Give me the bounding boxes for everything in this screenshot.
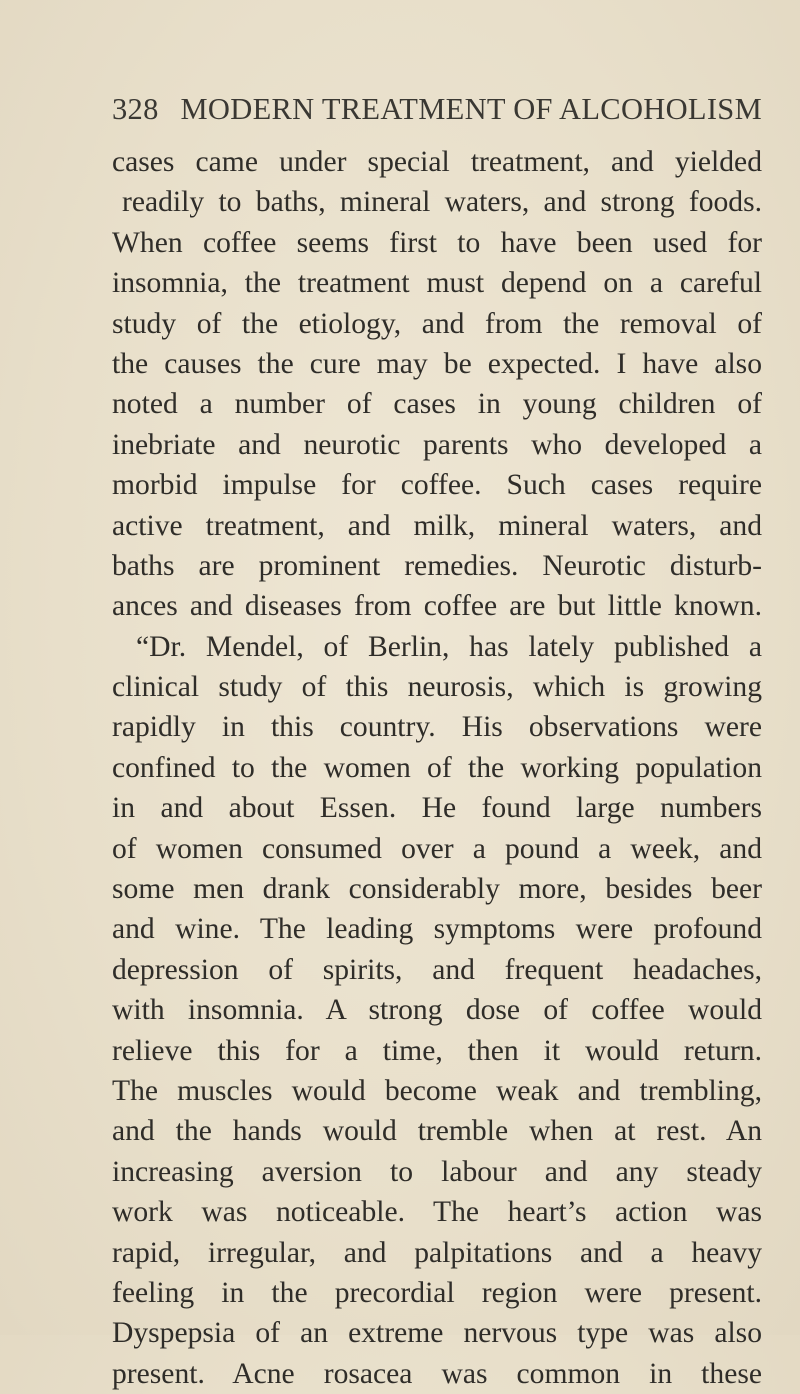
running-title: MODERN TREATMENT OF ALCOHOLISM <box>180 92 762 126</box>
text-line: study of the etiology, and from the removal of <box>112 307 762 340</box>
text-line: cases came under special treatment, and yielded <box>112 146 762 178</box>
text-line: ances and diseases from coffee are but little known. <box>112 590 762 623</box>
text-line: in and about Essen. He found large numbers <box>112 792 762 825</box>
text-line: with insomnia. A strong dose of coffee would <box>112 994 762 1027</box>
text-line: baths are prominent remedies. Neurotic disturb- <box>112 549 762 582</box>
text-line: The muscles would become weak and trembling, <box>112 1074 762 1107</box>
text-line: rapidly in this country. His observations were <box>112 711 762 744</box>
text-line: readily to baths, mineral waters, and strong foods. <box>122 186 762 219</box>
text-line: increasing aversion to labour and any steady <box>112 1155 762 1188</box>
text-line: morbid impulse for coffee. Such cases require <box>112 469 762 502</box>
text-line: relieve this for a time, then it would return. <box>112 1034 762 1067</box>
text-line: the causes the cure may be expected. I have also <box>112 347 762 380</box>
text-line: confined to the women of the working population <box>112 751 762 784</box>
text-line: work was noticeable. The heart’s action was <box>112 1196 762 1229</box>
body-text <box>112 142 762 1394</box>
paragraph-start-line: “Dr. Mendel, of Berlin, has lately published a <box>136 630 762 663</box>
text-line: and the hands would tremble when at rest. An <box>112 1115 762 1148</box>
text-line: insomnia, the treatment must depend on a careful <box>112 267 762 300</box>
text-line: inebriate and neurotic parents who developed a <box>112 428 762 461</box>
page-number: 328 <box>112 92 159 126</box>
running-header <box>112 92 762 132</box>
text-line: of women consumed over a pound a week, and <box>112 832 762 865</box>
text-line: feeling in the precordial region were present. <box>112 1276 762 1309</box>
text-line: depression of spirits, and frequent headaches, <box>112 953 762 986</box>
text-line: some men drank considerably more, besides beer <box>112 873 762 906</box>
text-line: rapid, irregular, and palpitations and a heavy <box>112 1236 762 1269</box>
text-line: present. Acne rosacea was common in these <box>112 1357 762 1390</box>
text-line: noted a number of cases in young children of <box>112 388 762 421</box>
text-line: active treatment, and milk, mineral waters, and <box>112 509 762 542</box>
text-line: When coffee seems first to have been used for <box>112 226 762 259</box>
text-line: Dyspepsia of an extreme nervous type was also <box>112 1317 762 1350</box>
text-line: and wine. The leading symptoms were profound <box>112 913 762 946</box>
text-line: clinical study of this neurosis, which is growing <box>112 671 762 704</box>
